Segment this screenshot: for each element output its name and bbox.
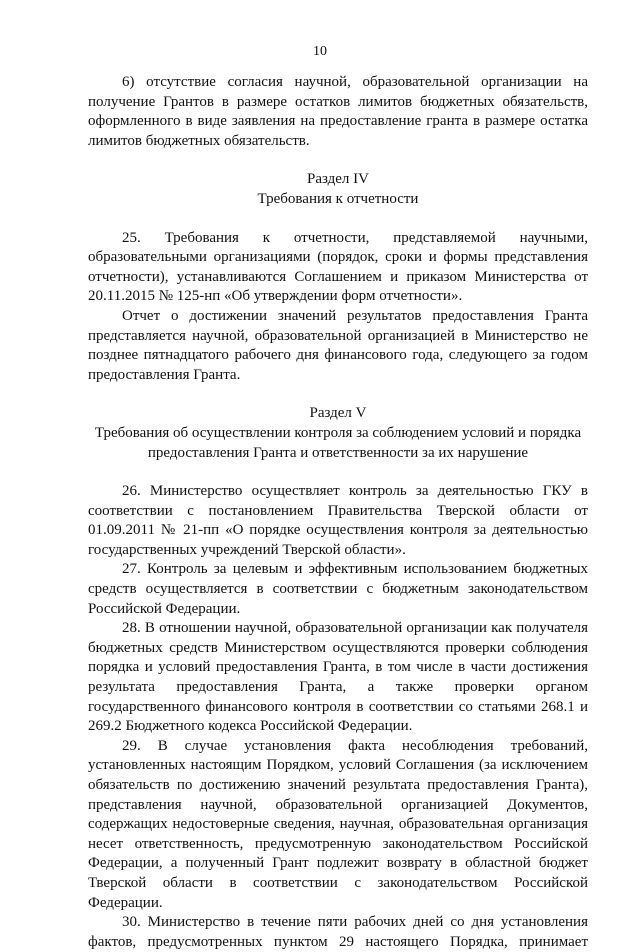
clause-30: 30. Министерство в течение пяти рабочих дней со дня установления фактов, предусмотренных пунктом 29 настоящего Порядка, принимает xyxy=(88,914,588,950)
item-6-paragraph: 6) отсутствие согласия научной, образовательной организации на получение Грантов в размере остатков лимитов бюджетных обязательств, оформленного в виде заявления на предоставление гранта в размере остатка лимитов бюджетных обязательств. xyxy=(88,74,588,149)
section-5-title: Требования об осуществлении контроля за соблюдением условий и порядка предоставления Гранта и ответственности за их нарушение xyxy=(94,424,582,461)
clause-28: 28. В отношении научной, образовательной организации как получателя бюджетных средств Министерством осуществляются проверки соблюдения порядка и условий предоставления Гранта, в том числе в части достижения результата предоставления Гранта, а также проверки органом государственного финансового контроля в соответствии со статьями 268.1 и 269.2 Бюджетного кодекса Российской Федерации. xyxy=(88,620,588,735)
section-4-label: Раздел IV xyxy=(306,171,369,188)
section-5-label: Раздел V xyxy=(309,405,367,422)
report-paragraph: Отчет о достижении значений результатов предоставления Гранта представляется научной, образовательной организацией в Министерство не позднее пятнадцатого рабочего дня финансового года, следующего за годом предоставления Гранта. xyxy=(88,307,588,383)
clause-26: 26. Министерство осуществляет контроль за деятельностью ГКУ в соответствии с постановлением Правительства Тверской области от 01.09.2011 № 21-пп «О порядке осуществления контроля за деятельностью государственных учреждений Тверской области». xyxy=(88,483,588,558)
page-number: 10 xyxy=(313,44,327,59)
clause-29: 29. В случае установления факта несоблюдения требований, установленных настоящим Порядком, условий Соглашения (за исключением обязательств по достижению значений результата предоставления Гранта), представления научной, образовательной организацией Документов, содержащих недостоверные сведения, научная, образовательная организация несет ответственность, предусмотренную законодательством Российской Федерации, а полученный Грант подлежит возврату в областной бюджет Тверской области в соответствии с законодательством Российской Федерации. xyxy=(88,737,588,911)
section-4-title: Требования к отчетности xyxy=(257,190,419,207)
clause-25: 25. Требования к отчетности, представляемой научными, образовательными организациями (порядок, сроки и формы представления отчетности), устанавливаются Соглашением и приказом Министерства от 20.11.2015 № 125-нп «Об утверждении форм отчетности». xyxy=(88,229,588,305)
clause-27: 27. Контроль за целевым и эффективным использованием бюджетных средств осуществляется в соответствии с бюджетным законодательством Российской Федерации. xyxy=(88,561,588,617)
document-body xyxy=(88,73,588,952)
